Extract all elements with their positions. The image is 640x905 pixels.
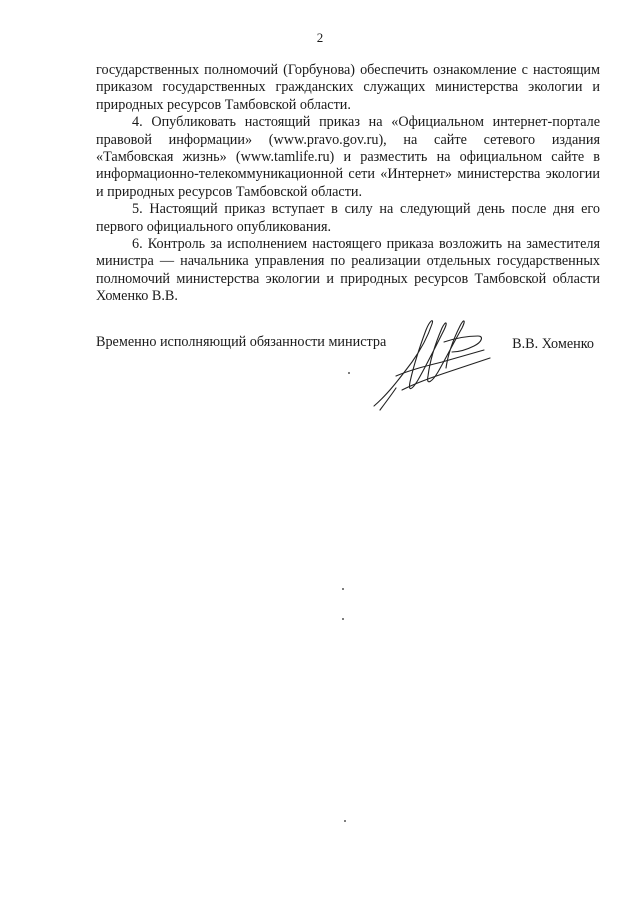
paragraph-continuation: государственных полномочий (Горбунова) обеспечить ознакомление с настоящим приказом государственных гражданских служащих министерства экологии и природных ресурсов Тамбовской области. xyxy=(96,62,600,113)
document-body xyxy=(96,62,600,306)
paragraph-item-4: 4. Опубликовать настоящий приказ на «Официальном интернет-портале правовой информации» (www.pravo.gov.ru), на сайте сетевого издания «Тамбовская жизнь» (www.tamlife.ru) и разместить на официальном сайте в информационно-телекоммуникационной сети «Интернет» министерства экологии и природных ресурсов Тамбовской области. xyxy=(96,114,600,200)
handwritten-signature xyxy=(366,306,496,416)
paragraph-item-6: 6. Контроль за исполнением настоящего приказа возложить на заместителя министра — начальника управления по реализации отдельных государственных полномочий министерства экологии и природных ресурсов Тамбовской области Хоменко В.В. xyxy=(96,236,600,305)
page-number: 2 xyxy=(316,30,324,45)
scan-speck xyxy=(342,588,344,590)
signatory-name: В.В. Хоменко xyxy=(512,336,594,352)
paragraph-item-5: 5. Настоящий приказ вступает в силу на следующий день после дня его первого официального опубликования. xyxy=(96,201,600,235)
signatory-position: Временно исполняющий обязанности министра xyxy=(96,334,387,350)
scan-speck xyxy=(342,618,344,620)
scan-speck xyxy=(344,820,346,822)
scan-speck xyxy=(348,372,350,374)
